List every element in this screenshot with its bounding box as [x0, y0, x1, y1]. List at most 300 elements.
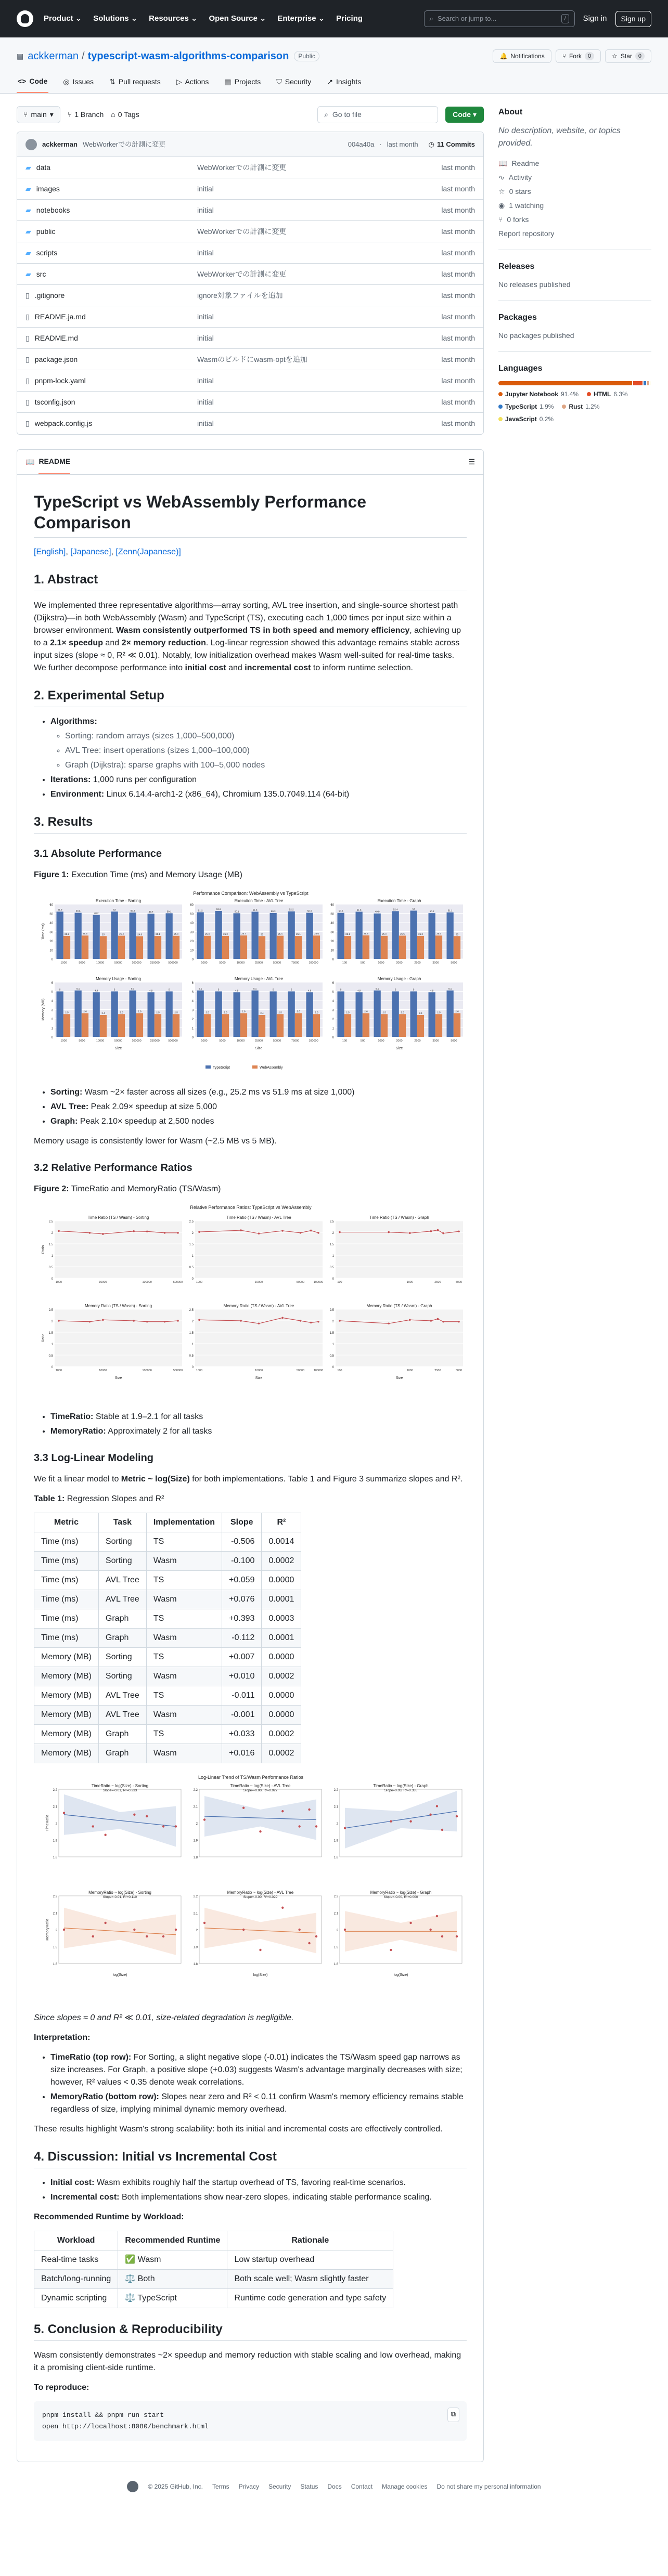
plot-area — [195, 1309, 323, 1367]
releases-note: No releases published — [498, 280, 571, 289]
nav-pricing[interactable]: Pricing — [336, 14, 363, 23]
languages-heading: Languages — [498, 364, 543, 373]
bar — [82, 1013, 88, 1037]
tick-label: 1000 — [201, 1039, 208, 1043]
data-point — [242, 1929, 245, 1931]
tick-label: 0 — [332, 1366, 334, 1369]
commits-link[interactable]: ◷ 11 Commits — [429, 139, 475, 150]
bar — [295, 1013, 302, 1037]
table-row[interactable] — [17, 178, 483, 200]
footer-link[interactable]: Manage cookies — [382, 2483, 428, 2491]
table-row — [34, 1686, 301, 1706]
file-name-link[interactable]: .gitignore — [34, 291, 65, 300]
fork-button[interactable]: ⑂ Fork 0 — [556, 49, 601, 63]
sign-in-link[interactable]: Sign in — [583, 14, 607, 23]
data-label: 5 — [217, 988, 220, 991]
file-name-link[interactable]: public — [36, 227, 56, 236]
tick-label: 6 — [191, 982, 194, 985]
table-cell: Sorting — [98, 1667, 146, 1686]
footer-link[interactable]: Privacy — [238, 2483, 259, 2491]
tick-label: 1000 — [60, 961, 67, 965]
commit-hash[interactable]: 004a40a — [348, 140, 375, 148]
axis-label: Time (ms) — [42, 923, 45, 940]
code-block[interactable]: pnpm install && pnpm run start open http://localhost:8080/benchmark.html ⧉ — [34, 2401, 467, 2441]
outline-icon[interactable]: ☰ — [468, 458, 475, 466]
tick-label: 5000 — [451, 961, 457, 965]
conclusion-text: Wasm consistently demonstrates ~2× speedup and memory reduction with stable scaling and low overhead, making it a promising client-side runtime. — [34, 2351, 461, 2372]
data-label: 2.5 — [278, 1011, 282, 1014]
link-english[interactable]: [English] — [34, 548, 66, 556]
file-commit-message[interactable]: initial — [197, 333, 214, 342]
file-commit-time: last month — [441, 355, 475, 363]
axis-label: log(Size) — [112, 1973, 127, 1977]
data-point — [203, 1818, 205, 1820]
search-shortcut: / — [561, 14, 569, 24]
table-row[interactable] — [17, 392, 483, 413]
table-cell: Time (ms) — [34, 1629, 99, 1648]
data-label: 53 — [412, 907, 415, 910]
link-japanese[interactable]: [Japanese] — [70, 548, 111, 556]
footer-link[interactable]: Docs — [327, 2483, 342, 2491]
bar — [399, 1014, 406, 1037]
table-row — [34, 1667, 301, 1686]
stars-link[interactable]: ☆ 0 stars — [498, 186, 651, 197]
data-label: 25.1 — [156, 933, 160, 936]
data-label: 25.6 — [436, 932, 441, 935]
table-header: Task — [98, 1513, 146, 1532]
tick-label: 1.5 — [48, 1332, 53, 1335]
tick-label: 1 — [51, 1027, 53, 1031]
file-commit-message[interactable]: initial — [197, 312, 214, 321]
list-item: • Initial cost: Wasm exhibits roughly half the startup overhead of TS, favoring real-time scenarios. — [50, 2177, 467, 2189]
figure-3-chart — [34, 1773, 467, 2001]
data-point — [441, 1935, 443, 1937]
chart-panel — [42, 977, 182, 1050]
tick-label: 2 — [191, 1320, 194, 1323]
bar — [259, 1015, 265, 1037]
table-row[interactable] — [17, 157, 483, 178]
tick-label: 0.5 — [189, 1266, 194, 1269]
tick-label: 100 — [342, 961, 348, 965]
data-point — [281, 1317, 284, 1319]
language-item[interactable]: Rust 1.2% — [562, 402, 599, 411]
tick-label: 100 — [337, 1281, 342, 1284]
eye-icon: ◉ — [498, 201, 505, 210]
tick-label: 1.8 — [53, 1963, 57, 1966]
file-table — [17, 132, 484, 435]
panel-title: Memory Ratio (TS / Wasm) - AVL Tree — [223, 1304, 294, 1308]
data-label: 50.5 — [338, 909, 343, 913]
data-point — [102, 1233, 104, 1235]
file-commit-message[interactable]: ignore対象ファイルを追加 — [197, 291, 283, 300]
bar — [118, 1014, 125, 1037]
sign-up-button[interactable]: Sign up — [615, 11, 651, 27]
tick-label: 4 — [51, 1000, 53, 1003]
fork-icon: ⑂ — [562, 53, 566, 60]
memory-note: Memory usage is consistently lower for Wasm (~2.5 MB vs 5 MB). — [34, 1137, 277, 1146]
tick-label: 30 — [190, 931, 194, 934]
data-point — [63, 1812, 65, 1814]
data-point — [409, 1232, 411, 1234]
tick-label: 50000 — [296, 1281, 305, 1284]
table-row[interactable] — [17, 306, 483, 328]
file-commit-time: last month — [441, 419, 475, 427]
tab-issues[interactable]: ◎ Issues — [62, 72, 95, 93]
data-point — [456, 1815, 458, 1817]
footer-link[interactable]: Terms — [212, 2483, 229, 2491]
axis-label: Size — [114, 1047, 122, 1050]
data-point — [344, 1827, 346, 1829]
bar — [277, 936, 284, 959]
table-cell: ✅ Wasm — [118, 2250, 227, 2270]
tick-label: 75000 — [291, 961, 300, 965]
table-row[interactable] — [17, 349, 483, 370]
tick-label: 2 — [196, 1929, 198, 1932]
table-row — [34, 1706, 301, 1725]
tick-label: 10000 — [254, 1281, 263, 1284]
data-label: 25.3 — [174, 932, 178, 935]
file-commit-message[interactable]: Wasmのビルドにwasm-optを追加 — [197, 355, 307, 363]
data-label: 2.5 — [224, 1011, 227, 1014]
table-cell: -0.100 — [222, 1552, 262, 1571]
table-header: Recommended Runtime — [118, 2231, 227, 2250]
file-commit-time: last month — [441, 312, 475, 321]
table-row[interactable] — [17, 200, 483, 221]
bar — [447, 913, 454, 959]
bar — [410, 992, 417, 1037]
file-name-link[interactable]: src — [36, 269, 46, 278]
data-point — [92, 1935, 94, 1937]
folder-icon: ▰ — [25, 227, 31, 236]
tab-insights[interactable]: ↗ Insights — [326, 72, 362, 93]
tick-label: 5 — [191, 991, 194, 994]
bar — [295, 936, 302, 959]
github-footer-logo-icon[interactable] — [127, 2481, 138, 2492]
nav-enterprise[interactable]: Enterprise ⌄ — [277, 14, 325, 23]
branches-link[interactable]: ⑂ 1 Branch — [68, 109, 104, 120]
panel-title: TimeRatio ~ log(Size) - Sorting — [91, 1784, 149, 1788]
table-cell: Graph — [98, 1725, 146, 1744]
avatar[interactable] — [25, 139, 37, 150]
data-point — [198, 1319, 200, 1321]
data-point — [442, 1232, 444, 1234]
chart-panel — [46, 1890, 181, 1977]
table-cell: 0.0002 — [262, 1744, 301, 1763]
readme-link[interactable]: 📖 Readme — [498, 158, 651, 169]
tick-label: 60 — [49, 904, 53, 907]
tab-pull-requests[interactable]: ⇅ Pull requests — [108, 72, 162, 93]
file-commit-message[interactable]: initial — [197, 184, 214, 193]
table-cell: Time (ms) — [34, 1609, 99, 1629]
data-label: 5.1 — [376, 987, 379, 990]
data-label: 52.4 — [393, 908, 398, 911]
file-commit-message[interactable]: WebWorkerでの計測に変更 — [197, 163, 287, 172]
legend-swatch — [205, 1065, 211, 1069]
tick-label: 2.5 — [189, 1220, 194, 1224]
code-icon: <> — [18, 77, 27, 85]
activity-link[interactable]: ∿ Activity — [498, 172, 651, 183]
data-label: 2.6 — [297, 1010, 300, 1013]
list-item: ◦ Graph (Dijkstra): sparse graphs with 100–5,000 nodes — [65, 759, 467, 772]
code-dropdown-button[interactable]: Code ▾ — [445, 107, 484, 123]
data-label: 51.9 — [57, 908, 62, 912]
heading-absolute: 3.1 Absolute Performance — [34, 848, 162, 860]
chart-panel — [330, 899, 463, 965]
tick-label: 1000 — [406, 1369, 413, 1372]
bar — [363, 1013, 369, 1037]
table-cell: Dynamic scripting — [34, 2289, 118, 2308]
list-item: • MemoryRatio: Approximately 2 for all tasks — [50, 1425, 467, 1438]
file-commit-message[interactable]: initial — [197, 397, 214, 406]
list-item: ◦ Sorting: random arrays (sizes 1,000–500,000) — [65, 730, 467, 743]
data-point — [58, 1320, 60, 1322]
chart-title: Relative Performance Ratios: TypeScript vs WebAssembly — [190, 1205, 312, 1210]
language-item[interactable]: Jupyter Notebook 91.4% — [498, 389, 579, 399]
data-point — [300, 1320, 302, 1322]
file-name-link[interactable]: package.json — [34, 355, 78, 363]
file-name-link[interactable]: data — [36, 163, 51, 172]
file-commit-message[interactable]: initial — [197, 419, 214, 427]
file-name-link[interactable]: pnpm-lock.yaml — [34, 376, 86, 385]
file-commit-time: last month — [441, 291, 475, 300]
table-cell: Memory (MB) — [34, 1686, 99, 1706]
data-point — [339, 1320, 341, 1322]
tab-actions[interactable]: ▷ Actions — [175, 72, 210, 93]
table-row[interactable] — [17, 413, 483, 434]
releases-heading[interactable]: Releases — [498, 262, 535, 271]
tick-label: 100000 — [313, 1369, 324, 1372]
table-row[interactable] — [17, 221, 483, 242]
data-point — [175, 1825, 177, 1827]
tick-label: 10000 — [254, 1369, 263, 1372]
notifications-button[interactable]: 🔔 Notifications — [493, 49, 551, 63]
table-row — [34, 2250, 393, 2270]
bar — [363, 935, 369, 959]
tick-label: 50000 — [273, 961, 281, 965]
file-commit-message[interactable]: initial — [197, 205, 214, 214]
tick-label: 0.5 — [189, 1355, 194, 1358]
nav-resources[interactable]: Resources ⌄ — [149, 14, 198, 23]
bar — [252, 991, 259, 1037]
file-name-link[interactable]: README.md — [34, 333, 78, 342]
watching-link[interactable]: ◉ 1 watching — [498, 200, 651, 211]
table-cell: Graph — [98, 1629, 146, 1648]
data-point — [310, 1230, 312, 1232]
data-point — [58, 1230, 60, 1232]
data-label: 25.7 — [241, 932, 246, 935]
file-commit-time: last month — [441, 397, 475, 406]
chart-panel — [42, 1304, 183, 1380]
data-label: 4.9 — [95, 989, 98, 992]
bar — [155, 1014, 161, 1037]
abstract-text: We implemented three representative algorithms—array sorting, AVL tree insertion, and single-source shortest path (Dijkstra)—in both WebAssembly (Wasm) and TypeScript (TS), executing each 1,000 times per input size within a browser environment. Wasm consistently outperformed TS in both speed and memory efficiency, achieving up to a 2.1× speedup and 2× memory reduction. Log-linear regression showed this advantage remains stable across input sizes (slope ≈ 0, R² ≪ 0.01). Notably, low initialization overhead makes Wasm well-suited for real-time tasks. We further decompose performance into initial cost and incremental cost to inform runtime selection. — [34, 601, 461, 672]
table-cell: +0.007 — [222, 1648, 262, 1667]
tick-label: 1000 — [378, 1039, 384, 1043]
bar — [240, 935, 247, 959]
file-commit-message[interactable]: initial — [197, 376, 214, 385]
tick-label: 10 — [49, 949, 53, 953]
file-commit-time: last month — [441, 248, 475, 257]
file-commit-message[interactable]: WebWorkerでの計測に変更 — [197, 227, 287, 236]
copy-icon[interactable]: ⧉ — [447, 2408, 459, 2422]
tick-label: 2 — [332, 1018, 334, 1021]
data-point — [146, 1321, 148, 1323]
chart-panel — [332, 977, 463, 1050]
data-label: 25 — [260, 933, 263, 936]
file-name-link[interactable]: tsconfig.json — [34, 397, 75, 406]
bar — [166, 992, 173, 1037]
tick-label: 2 — [51, 1320, 53, 1323]
star-button[interactable]: ☆ Star 0 — [605, 49, 651, 63]
nav-open-source[interactable]: Open Source ⌄ — [209, 14, 266, 23]
file-name-link[interactable]: notebooks — [36, 205, 70, 214]
tick-label: 2 — [55, 1929, 57, 1932]
data-label: 25.1 — [345, 933, 350, 936]
data-point — [89, 1321, 91, 1323]
bar — [111, 992, 118, 1037]
list-item: • AVL Tree: Peak 2.09× speedup at size 5,000 — [50, 1101, 467, 1113]
file-commit-message[interactable]: WebWorkerでの計測に変更 — [197, 269, 287, 278]
figure-2-caption: Figure 2: TimeRatio and MemoryRatio (TS/Wasm) — [34, 1185, 221, 1193]
table-cell: Wasm — [146, 1744, 222, 1763]
bar — [173, 1014, 179, 1037]
data-label: 2.5 — [205, 1011, 209, 1014]
table-row[interactable] — [17, 285, 483, 306]
readme-tab[interactable]: README — [38, 450, 70, 474]
bar — [277, 1014, 284, 1037]
data-label: 5 — [272, 988, 274, 991]
repo-owner-link[interactable]: ackkerman — [28, 50, 79, 62]
table-row — [34, 1609, 301, 1629]
search-input[interactable]: ⌕ Search or jump to... / — [424, 10, 575, 27]
file-icon: ▯ — [25, 333, 30, 342]
table-cell: 0.0001 — [262, 1629, 301, 1648]
nav-solutions[interactable]: Solutions ⌄ — [93, 14, 138, 23]
tab-code[interactable]: <> Code — [17, 72, 48, 93]
data-label: 2.6 — [455, 1010, 459, 1013]
tick-label: 2.2 — [53, 1789, 57, 1792]
data-point — [63, 1929, 65, 1931]
bar — [288, 992, 295, 1037]
file-name-link[interactable]: README.ja.md — [34, 312, 86, 321]
table-row[interactable] — [17, 328, 483, 349]
table-row[interactable] — [17, 264, 483, 285]
list-item: • Incremental cost: Both implementations show near-zero slopes, indicating stable performance scaling. — [50, 2191, 467, 2204]
footer-link[interactable]: Status — [300, 2483, 318, 2491]
tick-label: 10000 — [99, 1369, 107, 1372]
tick-label: 500000 — [168, 961, 178, 965]
branch-select[interactable]: ⑂ main ▾ — [17, 106, 60, 123]
language-dot-icon — [498, 417, 503, 421]
commit-message[interactable]: WebWorkerでの計測に変更 — [82, 140, 166, 148]
forks-link[interactable]: ⑂ 0 forks — [498, 214, 651, 225]
tick-label: 100000 — [309, 961, 318, 965]
nav-product[interactable]: Product ⌄ — [44, 14, 82, 23]
chart-panel — [194, 1890, 322, 1977]
data-label: 2.5 — [346, 1011, 350, 1014]
table-row — [34, 1552, 301, 1571]
bar — [240, 1013, 247, 1037]
figure-2-chart — [34, 1203, 467, 1400]
table-cell: -0.112 — [222, 1629, 262, 1648]
bar — [454, 936, 460, 959]
bar — [374, 914, 381, 959]
data-point — [162, 1935, 164, 1937]
table-row[interactable] — [17, 242, 483, 264]
tick-label: 100000 — [142, 1281, 152, 1284]
data-label: 25.4 — [119, 932, 124, 935]
data-label: 50.6 — [75, 909, 81, 913]
tick-label: 10000 — [236, 1039, 245, 1043]
list-item: • TimeRatio (top row): For Sorting, a slight negative slope (-0.01) indicates the TS/Wasm speed gap narrows as size increases. For Graph, a positive slope (+0.03) suggests Wasm's advantage marginally decreases with size; however, R² values < 0.35 denote weak correlations. — [50, 2051, 467, 2089]
report-repository-link[interactable]: Report repository — [498, 229, 555, 238]
commit-author[interactable]: ackkerman — [42, 140, 78, 148]
table-cell: 0.0014 — [262, 1532, 301, 1552]
data-point — [315, 1935, 317, 1937]
file-name-link[interactable]: images — [36, 184, 60, 193]
tick-label: 1.5 — [329, 1332, 334, 1335]
plot-area — [336, 1309, 463, 1367]
file-name-link[interactable]: scripts — [36, 248, 58, 257]
tick-label: 100000 — [309, 1039, 318, 1043]
data-label: 4.9 — [149, 989, 153, 992]
shield-icon: ⛉ — [276, 77, 282, 86]
axis-label: log(Size) — [393, 1973, 408, 1977]
go-to-file-input[interactable]: ⌕ Go to file — [317, 106, 438, 123]
language-item[interactable]: TypeScript 1.9% — [498, 402, 554, 411]
table-cell: Runtime code generation and type safety — [227, 2289, 393, 2308]
github-logo-icon[interactable] — [17, 10, 33, 27]
footer-link[interactable]: Security — [268, 2483, 291, 2491]
data-label: 25.4 — [278, 932, 282, 935]
bar — [148, 914, 155, 959]
footer-link[interactable]: Do not share my personal information — [436, 2483, 541, 2491]
list-item: • MemoryRatio (bottom row): Slopes near zero and R² < 0.11 confirm Wasm's memory efficiency remains stable regardless of size, implying minimal dynamic memory overhead. — [50, 2091, 467, 2116]
language-item[interactable]: JavaScript 0.2% — [498, 414, 554, 424]
table-row[interactable] — [17, 370, 483, 392]
data-point — [436, 1915, 438, 1917]
bar — [447, 991, 454, 1037]
tags-link[interactable]: ⌂ 0 Tags — [111, 109, 139, 120]
pulse-icon: ∿ — [498, 173, 505, 181]
tab-security[interactable]: ⛉ Security — [275, 72, 312, 93]
tick-label: 50000 — [296, 1369, 305, 1372]
file-name-link[interactable]: webpack.config.js — [34, 419, 93, 427]
packages-heading[interactable]: Packages — [498, 313, 537, 322]
data-point — [259, 1830, 261, 1832]
table-cell: +0.033 — [222, 1725, 262, 1744]
data-label: 52 — [113, 908, 116, 911]
language-item[interactable]: HTML 6.3% — [587, 389, 628, 399]
data-label: 50.9 — [130, 909, 135, 912]
panel-title: Time Ratio (TS / Wasm) - AVL Tree — [226, 1215, 291, 1220]
search-icon: ⌕ — [324, 110, 328, 119]
link-zenn[interactable]: [Zenn(Japanese)] — [115, 548, 181, 556]
folder-icon: ▰ — [25, 205, 31, 214]
footer-link[interactable]: Contact — [351, 2483, 373, 2491]
bar — [136, 1013, 143, 1037]
issue-icon: ◎ — [63, 77, 70, 86]
data-point — [409, 1319, 411, 1321]
repo-name-link[interactable]: typescript-wasm-algorithms-comparison — [87, 50, 289, 62]
table-row — [34, 1725, 301, 1744]
file-commit-message[interactable]: initial — [197, 248, 214, 257]
tab-projects[interactable]: ▦ Projects — [223, 72, 262, 93]
panel-title: MemoryRatio ~ log(Size) - AVL Tree — [227, 1890, 294, 1895]
data-point — [308, 1809, 310, 1811]
tick-label: 2.5 — [48, 1309, 53, 1312]
tick-label: 1.5 — [329, 1243, 334, 1246]
